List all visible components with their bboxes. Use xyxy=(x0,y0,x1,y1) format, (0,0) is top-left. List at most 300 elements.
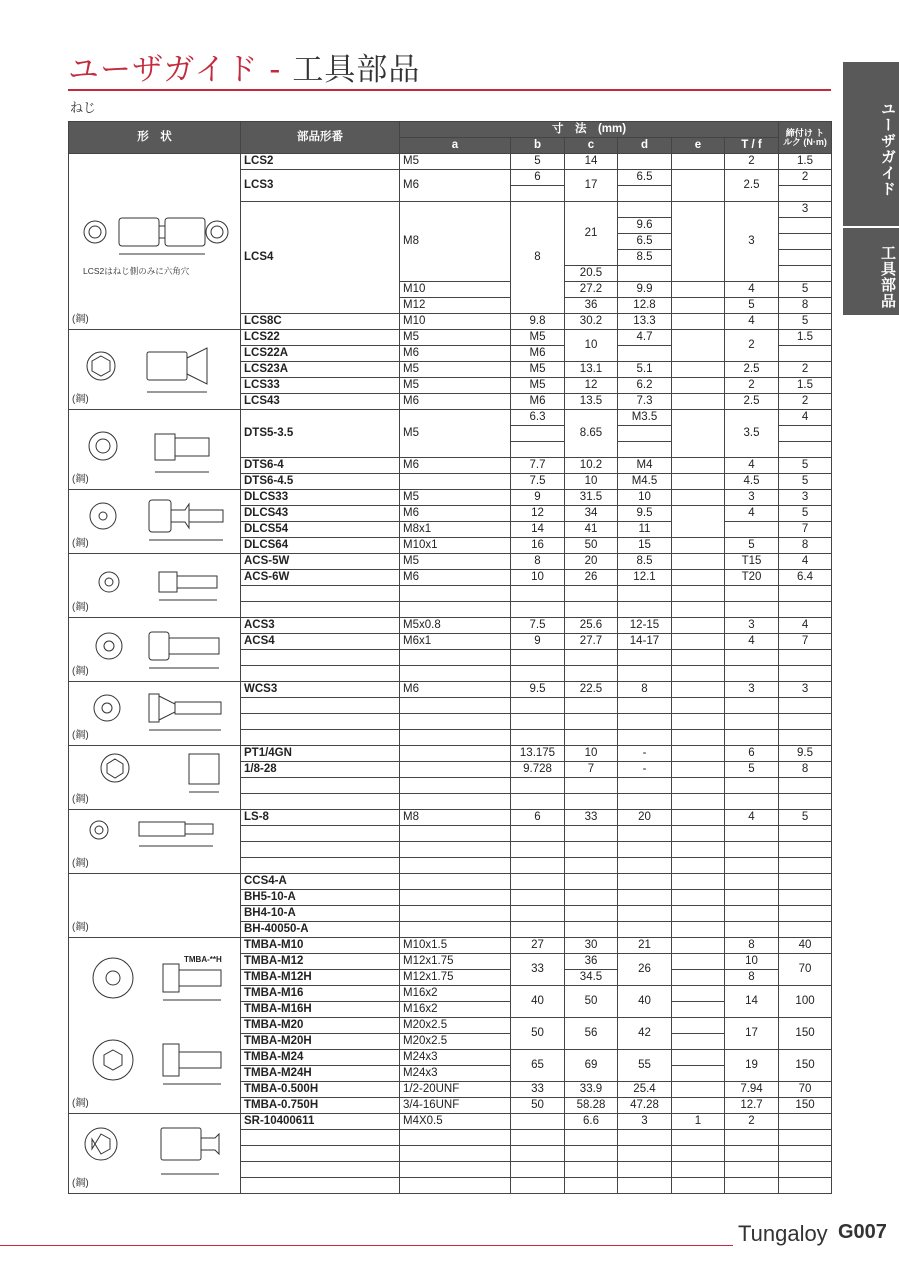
dim-d: 8.5 xyxy=(618,250,672,266)
dim-c xyxy=(565,890,618,906)
part-number xyxy=(241,698,400,714)
shape-drawing-dlcs xyxy=(69,490,241,554)
torque xyxy=(779,1162,832,1178)
part-number xyxy=(241,794,400,810)
dim-e xyxy=(672,314,725,330)
torque: 2 xyxy=(779,362,832,378)
dim-a: M10x1 xyxy=(400,538,511,554)
dim-e xyxy=(672,810,725,826)
dim-c: 10.2 xyxy=(565,458,618,474)
dim-d xyxy=(618,1130,672,1146)
dim-a: M16x2 xyxy=(400,1002,511,1018)
shape-drawing-acs3 xyxy=(69,618,241,682)
header-part-number: 部品形番 xyxy=(241,122,400,154)
torque xyxy=(779,218,832,234)
part-number: DLCS33 xyxy=(241,490,400,506)
dim-d: 6.2 xyxy=(618,378,672,394)
dim-c xyxy=(565,714,618,730)
dim-e xyxy=(672,890,725,906)
dim-a: M6 xyxy=(400,346,511,362)
dim-b: 9.5 xyxy=(511,682,565,698)
dim-b xyxy=(511,730,565,746)
header-torque: 締付け トルク (N·m) xyxy=(779,122,832,154)
dim-b: 6 xyxy=(511,810,565,826)
dim-c: 10 xyxy=(565,474,618,490)
dim-c xyxy=(565,794,618,810)
tmba-h-label: TMBA-**H xyxy=(184,955,222,964)
dim-b: 40 xyxy=(511,986,565,1018)
dim-b: 27 xyxy=(511,938,565,954)
table-row xyxy=(69,938,832,954)
dim-b: 9.8 xyxy=(511,314,565,330)
shape-drawing-sr xyxy=(69,1114,241,1194)
dim-tf: 2 xyxy=(725,378,779,394)
table-row xyxy=(69,682,832,698)
torque: 1.5 xyxy=(779,330,832,346)
dim-c: 22.5 xyxy=(565,682,618,698)
dim-tf: T20 xyxy=(725,570,779,586)
part-number: TMBA-M12H xyxy=(241,970,400,986)
torque xyxy=(779,874,832,890)
part-number: ACS3 xyxy=(241,618,400,634)
dim-e xyxy=(672,634,725,650)
side-tab-tool-parts[interactable]: 工具部品 xyxy=(843,228,899,315)
dim-b xyxy=(511,1178,565,1194)
dim-d xyxy=(618,826,672,842)
torque xyxy=(779,586,832,602)
dim-tf: T15 xyxy=(725,554,779,570)
dim-a: M6 xyxy=(400,394,511,410)
dim-d: - xyxy=(618,746,672,762)
dim-c: 33 xyxy=(565,810,618,826)
dim-d: 10 xyxy=(618,490,672,506)
dim-c: 31.5 xyxy=(565,490,618,506)
dim-b xyxy=(511,778,565,794)
dim-tf: 10 xyxy=(725,954,779,970)
dim-a xyxy=(400,922,511,938)
dim-c: 34 xyxy=(565,506,618,522)
part-number xyxy=(241,650,400,666)
dim-d: 25.4 xyxy=(618,1082,672,1098)
table-row xyxy=(69,618,832,634)
dim-a: M24x3 xyxy=(400,1066,511,1082)
dim-d: 12.1 xyxy=(618,570,672,586)
dim-b: 8 xyxy=(511,202,565,314)
part-number: LCS8C xyxy=(241,314,400,330)
dim-d: 15 xyxy=(618,538,672,554)
dim-tf: 4 xyxy=(725,282,779,298)
dim-c: 12 xyxy=(565,378,618,394)
dim-e xyxy=(672,970,725,986)
table-row xyxy=(69,490,832,506)
dim-a xyxy=(400,778,511,794)
header-dimensions: 寸 法 (mm) xyxy=(400,122,779,138)
dim-e xyxy=(672,298,725,314)
dim-a: M6x1 xyxy=(400,634,511,650)
dim-tf xyxy=(725,730,779,746)
dim-tf: 8 xyxy=(725,970,779,986)
dim-c xyxy=(565,842,618,858)
dim-tf: 4 xyxy=(725,810,779,826)
part-number xyxy=(241,714,400,730)
dim-a: M16x2 xyxy=(400,986,511,1002)
dim-c: 10 xyxy=(565,330,618,362)
dim-e xyxy=(672,506,725,538)
shape-drawing-lcs xyxy=(69,154,241,330)
dim-tf xyxy=(725,826,779,842)
torque: 5 xyxy=(779,282,832,298)
dim-b: 7.5 xyxy=(511,618,565,634)
dim-tf xyxy=(725,1146,779,1162)
dim-c xyxy=(565,602,618,618)
dim-a: M12 xyxy=(400,298,511,314)
dim-d: 3 xyxy=(618,1114,672,1130)
dim-b: M5 xyxy=(511,362,565,378)
dim-a: M5 xyxy=(400,378,511,394)
dim-c xyxy=(565,826,618,842)
part-number xyxy=(241,778,400,794)
part-number: DTS6-4 xyxy=(241,458,400,474)
part-number: DLCS64 xyxy=(241,538,400,554)
dim-a xyxy=(400,746,511,762)
dim-a: M6 xyxy=(400,506,511,522)
dim-a xyxy=(400,762,511,778)
dim-a: 3/4-16UNF xyxy=(400,1098,511,1114)
dim-e xyxy=(672,554,725,570)
torque: 5 xyxy=(779,474,832,490)
part-number: TMBA-M24 xyxy=(241,1050,400,1066)
dim-a: M6 xyxy=(400,458,511,474)
dim-c xyxy=(565,1146,618,1162)
dim-b xyxy=(511,650,565,666)
dim-tf xyxy=(725,714,779,730)
material-label: (鋼) xyxy=(72,858,89,869)
table-row xyxy=(69,330,832,346)
dim-a xyxy=(400,698,511,714)
dim-tf: 4 xyxy=(725,634,779,650)
dim-d xyxy=(618,1162,672,1178)
dim-a: M5 xyxy=(400,410,511,458)
torque xyxy=(779,650,832,666)
dim-c: 27.2 xyxy=(565,282,618,298)
dim-c: 36 xyxy=(565,954,618,970)
dim-c: 7 xyxy=(565,762,618,778)
torque xyxy=(779,730,832,746)
table-row xyxy=(69,154,832,170)
dim-d: 26 xyxy=(618,954,672,986)
shape-drawing-pt xyxy=(69,746,241,810)
dim-a: M10 xyxy=(400,282,511,298)
part-number: LCS2 xyxy=(241,154,400,170)
dim-c: 26 xyxy=(565,570,618,586)
dim-e xyxy=(672,538,725,554)
part-number: LCS43 xyxy=(241,394,400,410)
dim-d: 40 xyxy=(618,986,672,1018)
part-number: TMBA-M20 xyxy=(241,1018,400,1034)
dim-c: 17 xyxy=(565,170,618,202)
torque xyxy=(779,890,832,906)
dim-b xyxy=(511,1114,565,1130)
table-row xyxy=(69,410,832,426)
dim-d: 8 xyxy=(618,682,672,698)
dim-a: M5 xyxy=(400,154,511,170)
dim-e xyxy=(672,362,725,378)
dim-c: 34.5 xyxy=(565,970,618,986)
part-number: LS-8 xyxy=(241,810,400,826)
dim-d: 47.28 xyxy=(618,1098,672,1114)
dim-tf xyxy=(725,858,779,874)
dim-e xyxy=(672,330,725,362)
dim-tf xyxy=(725,778,779,794)
section-subtitle: ねじ xyxy=(70,101,97,116)
part-number: ACS-5W xyxy=(241,554,400,570)
dim-b xyxy=(511,698,565,714)
dim-c: 6.6 xyxy=(565,1114,618,1130)
dim-e xyxy=(672,570,725,586)
torque xyxy=(779,186,832,202)
dim-d xyxy=(618,794,672,810)
material-label: (鋼) xyxy=(72,794,89,805)
dim-tf: 3 xyxy=(725,490,779,506)
dim-e xyxy=(672,1178,725,1194)
dim-d xyxy=(618,426,672,442)
dim-d xyxy=(618,586,672,602)
part-number: SR-10400611 xyxy=(241,1114,400,1130)
dim-a xyxy=(400,666,511,682)
torque xyxy=(779,666,832,682)
dim-b: 50 xyxy=(511,1098,565,1114)
dim-b: 9 xyxy=(511,490,565,506)
dim-a: M5 xyxy=(400,330,511,346)
dim-e xyxy=(672,282,725,298)
dim-e xyxy=(672,1066,725,1082)
dim-e xyxy=(672,170,725,202)
torque: 1.5 xyxy=(779,378,832,394)
header-b: b xyxy=(511,138,565,154)
dim-tf xyxy=(725,698,779,714)
dim-d: 8.5 xyxy=(618,554,672,570)
part-number xyxy=(241,586,400,602)
dim-d xyxy=(618,842,672,858)
shape-drawing-dts xyxy=(69,410,241,490)
torque xyxy=(779,1114,832,1130)
part-number: ACS-6W xyxy=(241,570,400,586)
dim-b xyxy=(511,890,565,906)
dim-c xyxy=(565,874,618,890)
dim-b xyxy=(511,826,565,842)
dim-e xyxy=(672,666,725,682)
dim-a: M20x2.5 xyxy=(400,1034,511,1050)
torque xyxy=(779,922,832,938)
torque xyxy=(779,266,832,282)
material-label: (鋼) xyxy=(72,538,89,549)
dim-c: 41 xyxy=(565,522,618,538)
dim-tf xyxy=(725,890,779,906)
dim-tf xyxy=(725,906,779,922)
material-label: (鋼) xyxy=(72,314,89,325)
dim-b xyxy=(511,842,565,858)
dim-d: 21 xyxy=(618,938,672,954)
dim-e xyxy=(672,938,725,954)
dim-c: 30 xyxy=(565,938,618,954)
part-number: LCS3 xyxy=(241,170,400,202)
screw-table xyxy=(68,121,832,1194)
footer-rule xyxy=(0,1245,733,1246)
torque: 8 xyxy=(779,538,832,554)
torque xyxy=(779,842,832,858)
dim-e xyxy=(672,618,725,634)
torque xyxy=(779,250,832,266)
part-number: TMBA-M10 xyxy=(241,938,400,954)
dim-a: M10 xyxy=(400,314,511,330)
dim-d: 9.6 xyxy=(618,218,672,234)
material-label: (鋼) xyxy=(72,1178,89,1189)
material-label: (鋼) xyxy=(72,394,89,405)
dim-b xyxy=(511,442,565,458)
dim-tf: 3 xyxy=(725,618,779,634)
dim-d: M4.5 xyxy=(618,474,672,490)
dim-c: 58.28 xyxy=(565,1098,618,1114)
dim-b xyxy=(511,874,565,890)
brand-logo: Tungaloy xyxy=(738,1221,828,1246)
shape-drawing-ls xyxy=(69,810,241,874)
part-number: TMBA-M16 xyxy=(241,986,400,1002)
dim-a xyxy=(400,874,511,890)
dim-e xyxy=(672,1082,725,1098)
dim-a: 1/2-20UNF xyxy=(400,1082,511,1098)
part-number: DTS6-4.5 xyxy=(241,474,400,490)
dim-e xyxy=(672,746,725,762)
part-number: LCS4 xyxy=(241,202,400,314)
dim-e xyxy=(672,858,725,874)
torque: 150 xyxy=(779,1050,832,1082)
dim-e xyxy=(672,154,725,170)
dim-b: 5 xyxy=(511,154,565,170)
header-c: c xyxy=(565,138,618,154)
material-label: (鋼) xyxy=(72,474,89,485)
dim-b: M5 xyxy=(511,330,565,346)
dim-d: 6.5 xyxy=(618,234,672,250)
part-number xyxy=(241,1178,400,1194)
dim-b xyxy=(511,794,565,810)
dim-a: M5x0.8 xyxy=(400,618,511,634)
dim-b xyxy=(511,922,565,938)
dim-a xyxy=(400,1178,511,1194)
dim-b: M5 xyxy=(511,378,565,394)
dim-a xyxy=(400,730,511,746)
dim-e xyxy=(672,698,725,714)
dim-e xyxy=(672,1098,725,1114)
dim-tf xyxy=(725,650,779,666)
dim-c xyxy=(565,666,618,682)
dim-d: 14-17 xyxy=(618,634,672,650)
side-tab-user-guide[interactable]: ユーザガイド xyxy=(843,62,899,226)
torque: 3 xyxy=(779,682,832,698)
dim-d xyxy=(618,874,672,890)
dim-b: 6.3 xyxy=(511,410,565,426)
torque: 4 xyxy=(779,554,832,570)
material-label: (鋼) xyxy=(72,730,89,741)
dim-tf xyxy=(725,1162,779,1178)
dim-c: 30.2 xyxy=(565,314,618,330)
dim-b xyxy=(511,714,565,730)
part-number: TMBA-0.750H xyxy=(241,1098,400,1114)
dim-tf: 3 xyxy=(725,682,779,698)
torque xyxy=(779,714,832,730)
dim-c: 8.65 xyxy=(565,410,618,458)
dim-a: M8x1 xyxy=(400,522,511,538)
dim-a: M4X0.5 xyxy=(400,1114,511,1130)
dim-a xyxy=(400,1162,511,1178)
torque: 5 xyxy=(779,458,832,474)
dim-b: 65 xyxy=(511,1050,565,1082)
dim-a xyxy=(400,794,511,810)
dim-d xyxy=(618,858,672,874)
dim-a xyxy=(400,474,511,490)
dim-e xyxy=(672,954,725,970)
header-tf: T / f xyxy=(725,138,779,154)
dim-c: 56 xyxy=(565,1018,618,1050)
dim-tf: 4 xyxy=(725,314,779,330)
dim-tf: 3 xyxy=(725,202,779,282)
dim-c: 69 xyxy=(565,1050,618,1082)
dim-d: 55 xyxy=(618,1050,672,1082)
dim-tf: 2.5 xyxy=(725,394,779,410)
part-number: LCS23A xyxy=(241,362,400,378)
part-number: LCS22 xyxy=(241,330,400,346)
dim-b: M6 xyxy=(511,346,565,362)
dim-e xyxy=(672,586,725,602)
part-number: WCS3 xyxy=(241,682,400,698)
part-number xyxy=(241,602,400,618)
table-row xyxy=(69,554,832,570)
dim-a: M24x3 xyxy=(400,1050,511,1066)
dim-tf xyxy=(725,842,779,858)
dim-e xyxy=(672,458,725,474)
dim-c xyxy=(565,858,618,874)
part-number: CCS4-A xyxy=(241,874,400,890)
dim-a: M5 xyxy=(400,490,511,506)
part-number xyxy=(241,730,400,746)
table-body xyxy=(69,154,832,1194)
dim-d: - xyxy=(618,762,672,778)
dim-a: M5 xyxy=(400,362,511,378)
dim-e xyxy=(672,1034,725,1050)
dim-e xyxy=(672,1130,725,1146)
dim-tf xyxy=(725,874,779,890)
dim-d xyxy=(618,666,672,682)
table-row xyxy=(69,746,832,762)
torque xyxy=(779,698,832,714)
dim-b: M6 xyxy=(511,394,565,410)
material-label: (鋼) xyxy=(72,922,89,933)
dim-d xyxy=(618,698,672,714)
torque xyxy=(779,602,832,618)
dim-c: 50 xyxy=(565,986,618,1018)
dim-tf xyxy=(725,586,779,602)
torque xyxy=(779,442,832,458)
header-a: a xyxy=(400,138,511,154)
dim-a: M10x1.5 xyxy=(400,938,511,954)
dim-c: 21 xyxy=(565,202,618,266)
torque: 3 xyxy=(779,490,832,506)
torque: 8 xyxy=(779,762,832,778)
dim-b: 7.5 xyxy=(511,474,565,490)
dim-tf: 19 xyxy=(725,1050,779,1082)
dim-e xyxy=(672,1018,725,1034)
dim-c: 25.6 xyxy=(565,618,618,634)
dim-tf: 14 xyxy=(725,986,779,1018)
